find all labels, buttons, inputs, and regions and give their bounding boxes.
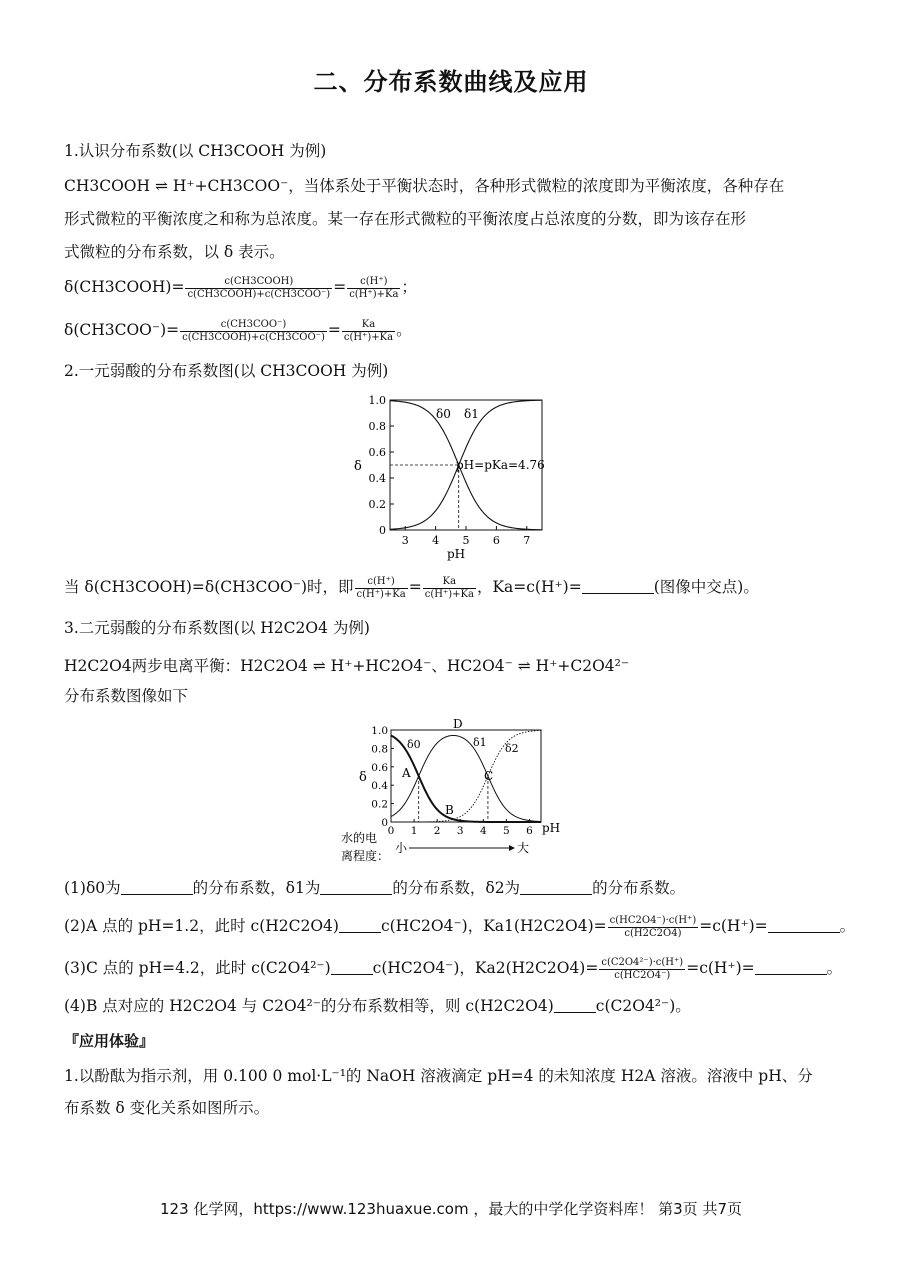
chart2-ytick-label: 0.6 [371,761,388,774]
question-3: (3)C 点的 pH=4.2，此时 c(C2O4²⁻) c(HC2O4⁻)，Ka2(H2C2O4)= $\frac{\text{c(C2O4²⁻)·c(H⁺)}}{c(HC2O4^-)}$ =c(H⁺)= 。 [64,956,843,981]
answer-blank[interactable] [339,918,381,933]
chart1-xtick-label: 5 [462,534,470,547]
section-2-question: 当 δ(CH3COOH)=δ(CH3COO⁻)时，即 $\frac{c(H^+)}{c(H^+)+Ka}$ = $\frac{Ka}{c(H^+)+Ka}$ ，Ka=c(H⁺)= (图像中交点)。 [64,575,759,600]
chart2-label-delta0: δ0 [407,738,421,751]
chart2-xtick-label: 1 [410,825,418,837]
chart2-ytick-label: 0.8 [371,743,388,756]
question-4: (4)B 点对应的 H2C2O4 与 C2O4²⁻的分布系数相等，则 c(H2C2O4) c(C2O4²⁻)。 [64,997,691,1015]
answer-blank[interactable] [121,880,193,895]
fraction: $\frac{c(HC2O4^-)\cdot c(H^+)}{c(H2C2O4)}$ [609,914,697,939]
question-1: (1)δ0为 的分布系数，δ1为 的分布系数，δ2为 的分布系数。 [64,879,686,897]
answer-blank[interactable] [331,960,373,975]
chart2-ytick-label: 0 [381,817,388,829]
chart2-ylabel: δ [359,770,367,785]
chart2-xtick-label: 2 [433,825,441,837]
chart1-ytick-label: 0 [379,524,386,537]
chart2-arrow-head-icon [509,845,515,851]
application-para-2: 布系数 δ 变化关系如图所示。 [64,1099,270,1117]
answer-blank[interactable] [755,960,827,975]
chart2-bottom-small: 小 [395,841,408,855]
chart2-bottom-label-1: 水的电 [341,831,378,845]
question-2: (2)A 点的 pH=1.2，此时 c(H2C2O4) c(HC2O4⁻)，Ka1(H2C2O4)= $\frac{c(HC2O4^-)\cdot c(H^+)}{c(H2C2O4)}$ =c(H⁺)= 。 [64,914,856,939]
formula-lhs: δ(CH3COOH)= [64,278,185,296]
chart1-ylabel: δ [354,459,362,474]
answer-blank[interactable] [554,998,596,1013]
chart1-xtick-label: 3 [401,534,409,547]
chart2-point-d: D [453,717,463,731]
fraction: $\frac{\text{c(C2O4²⁻)·c(H⁺)}}{c(HC2O4^-)}$ [601,956,684,981]
chart2-ytick-label: 1.0 [371,725,388,737]
section-1-para-1: CH3COOH ⇌ H⁺+CH3COO⁻，当体系处于平衡状态时，各种形式微粒的浓度即为平衡浓度，各种存在 [64,177,785,195]
page-footer: 123 化学网，https://www.123huaxue.com ，最大的中学化学资料库！ 第3页 共7页 [159,1200,742,1218]
fraction: $\frac{\text{c(CH3COO⁻)}}{\text{c(CH3COOH)+c(CH3COO⁻)}}$ [182,318,325,343]
chart1-ytick-label: 0.4 [368,472,386,485]
application-heading: 『应用体验』 [64,1032,155,1050]
chart2-ytick-label: 0.4 [371,780,388,793]
fraction: $\frac{Ka}{c(H^+)+Ka}$ [424,575,474,600]
chart1-label-delta0: δ0 [436,407,451,421]
chart2-xtick-label: 3 [456,825,464,837]
chart1-ytick-label: 0.6 [368,446,386,459]
answer-blank[interactable] [582,579,654,594]
chart1-xtick-label: 6 [492,534,500,547]
formula-lhs: δ(CH3COO⁻)= [64,321,180,339]
chart1-label-delta1: δ1 [464,407,479,421]
chart2-point-a: A [402,766,411,780]
monoprotic-chart [340,388,560,563]
answer-blank[interactable] [768,918,840,933]
section-1-para-3: 式微粒的分布系数，以 δ 表示。 [64,243,285,261]
chart1-xtick-label: 7 [523,534,531,547]
chart2-point-c: C [484,769,494,783]
chart2-ytick-label: 0.2 [371,798,388,811]
chart2-xtick-label: 5 [503,825,510,837]
section-3-equilibria: H2C2O4两步电离平衡：H2C2O4 ⇌ H⁺+HC2O4⁻、HC2O4⁻ ⇌ H⁺+C2O4²⁻ [64,657,630,675]
fraction: $\frac{c(H^+)}{c(H^+)+Ka}$ [356,575,406,600]
formula-delta-base: δ(CH3COO⁻)= $\frac{\text{c(CH3COO⁻)}}{\text{c(CH3COOH)+c(CH3COO⁻)}}$ = $\frac{Ka}{c(H^+)+Ka}$ 。 [64,318,412,343]
section-3-desc: 分布系数图像如下 [64,687,189,705]
chart2-xlabel: pH [542,821,561,835]
answer-blank[interactable] [520,880,592,895]
chart2-bottom-large: 大 [517,841,530,855]
diprotic-chart [335,715,575,865]
chart2-bottom-label-2: 离程度： [341,849,390,863]
chart2-label-delta1: δ1 [473,736,487,749]
application-para-1: 1.以酚酞为指示剂，用 0.100 0 mol·L⁻¹的 NaOH 溶液滴定 pH=4 的未知浓度 H2A 溶液。溶液中 pH、分 [64,1067,813,1085]
answer-blank[interactable] [320,880,392,895]
section-2-heading: 2.一元弱酸的分布系数图(以 CH3COOH 为例) [64,362,389,380]
section-1-para-2: 形式微粒的平衡浓度之和称为总浓度。某一存在形式微粒的平衡浓度占总浓度的分数，即为该存在形 [64,210,747,228]
chart1-xlabel: pH [447,547,466,561]
chart1-ytick-label: 1.0 [368,394,386,407]
chart2-xtick-label: 6 [526,825,533,837]
chart1-ytick-label: 0.2 [368,498,386,511]
chart2-xtick-label: 4 [479,825,487,837]
fraction: $\frac{Ka}{c(H^+)+Ka}$ [343,318,394,343]
fraction: $\frac{c(H^+)}{c(H^+)+Ka}$ [349,275,399,300]
section-1-heading: 1.认识分布系数(以 CH3COOH 为例) [64,142,327,160]
chart2-label-delta2: δ2 [505,742,519,755]
chart1-xtick-label: 4 [432,534,440,547]
chart2-xtick-label: 0 [387,825,395,837]
section-3-heading: 3.二元弱酸的分布系数图(以 H2C2O4 为例) [64,619,370,637]
page-title: 二、分布系数曲线及应用 [313,68,589,96]
chart2-point-b: B [445,803,454,817]
chart1-annotation: pH=pKa=4.76 [456,458,545,472]
formula-delta-acid: δ(CH3COOH)= $\frac{\text{c(CH3COOH)}}{\text{c(CH3COOH)+c(CH3COO⁻)}}$ = $\frac{c(H^+)}{c(H^+)+Ka}$ ； [64,275,417,300]
chart1-ytick-label: 0.8 [368,420,386,433]
fraction: $\frac{\text{c(CH3COOH)}}{\text{c(CH3COOH)+c(CH3COO⁻)}}$ [187,275,331,300]
